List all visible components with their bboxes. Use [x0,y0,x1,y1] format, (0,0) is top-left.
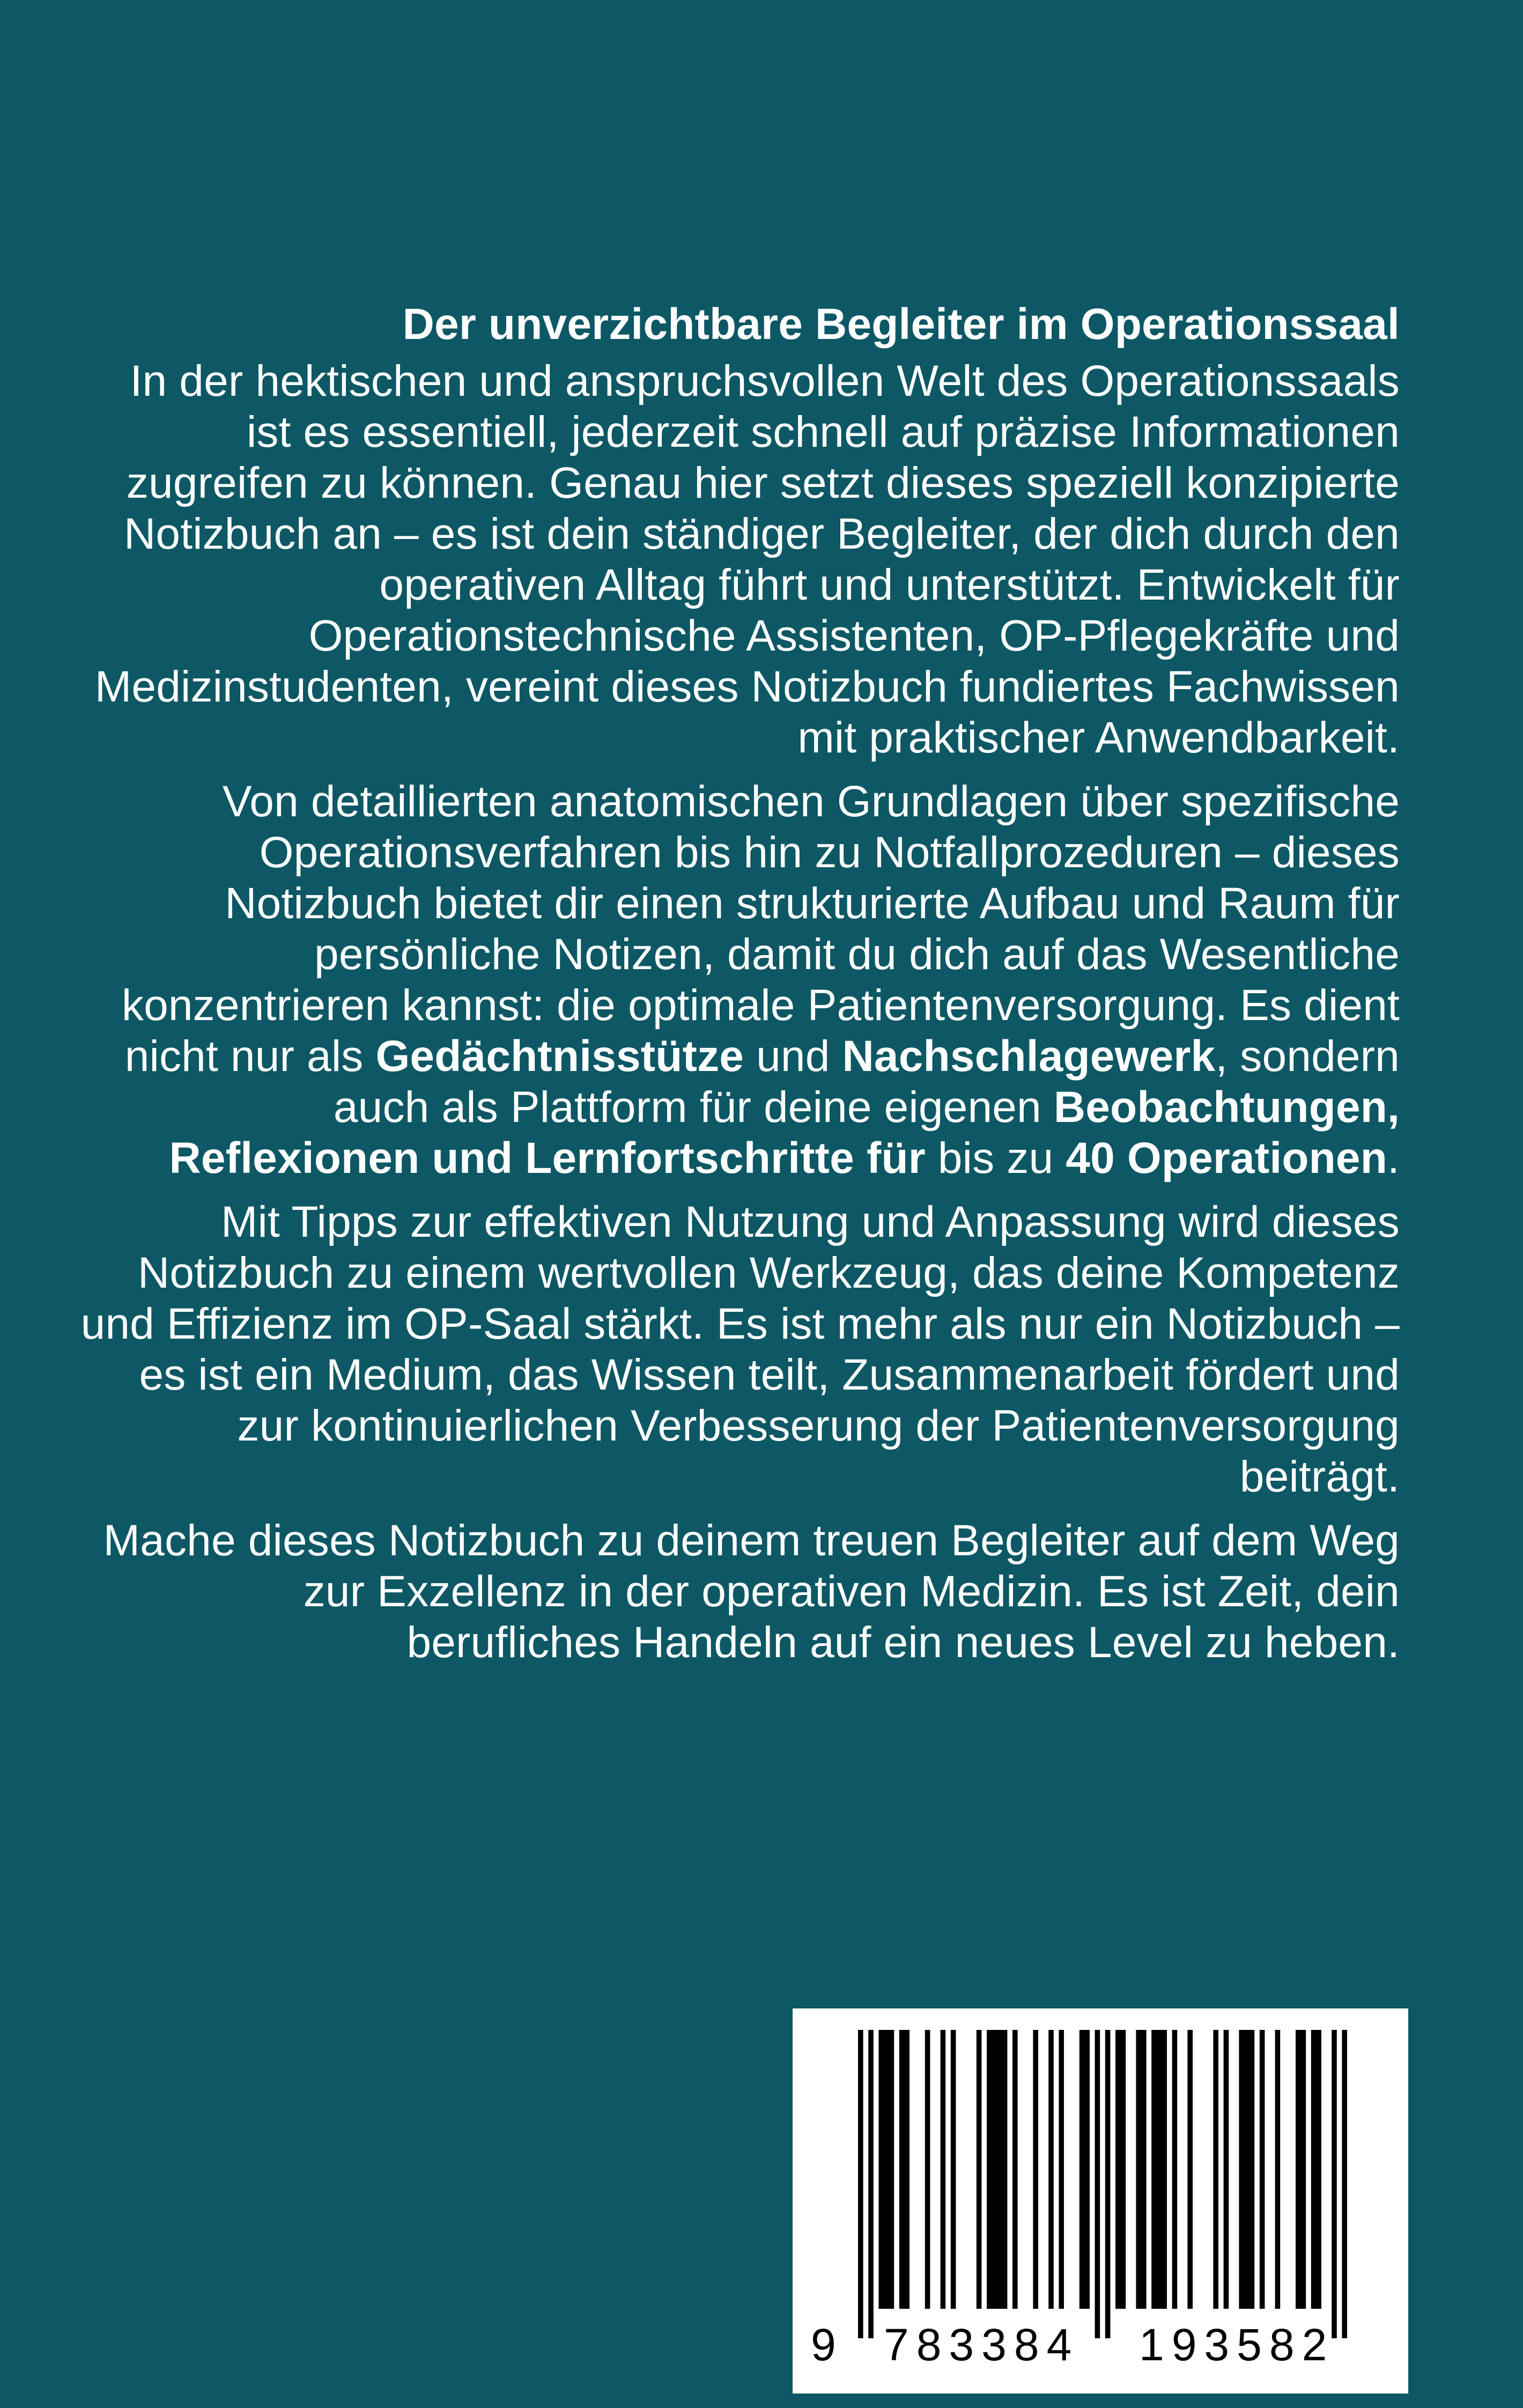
barcode-bar-5 [941,2030,946,2309]
p2-text-2: und [744,1032,842,1081]
barcode-bar-29 [1342,2030,1347,2338]
barcode-bar-7 [977,2030,982,2309]
barcode-bar-23 [1239,2030,1254,2309]
barcode-bar-0 [858,2030,863,2338]
isbn-right-group: 193582 [1139,2320,1335,2370]
barcode-bar-6 [951,2030,956,2309]
barcode-bar-2 [878,2030,894,2309]
barcode-bar-17 [1136,2030,1146,2309]
blurb-paragraph-4: Mache dieses Notizbuch zu deinem treuen Begleiter auf dem Weg zur Exzellenz in der operativen Medizin. Es ist Zeit, dein berufliches Handeln auf ein neues Level zu heben. [103,1516,1400,1667]
p2-text-1: Von detaillierten anatomischen Grundlagen über spezifische Operationsverfahren bis hin zu Notfallprozeduren – dieses Notizbuch bietet dir einen strukturierte Aufbau und Raum für persönliche Notizen, damit du dich auf das Wesentliche konzentrieren kannst: die optimale Patientenversorgung. Es dient nicht nur als [121,777,1400,1081]
barcode-bar-27 [1311,2030,1321,2309]
barcode-bar-4 [925,2030,930,2309]
p2-text-3: , sondern auch als Plattform für deine eigenen [333,1032,1400,1132]
isbn-barcode [793,2008,1408,2394]
blurb-heading: Der unverzichtbare Begleiter im Operationssaal [402,300,1400,349]
barcode-bar-24 [1260,2030,1265,2309]
barcode-bar-9 [1012,2030,1018,2309]
barcode-bar-3 [899,2030,910,2309]
blurb-paragraph-2 [80,776,1400,1184]
isbn-left-group: 783384 [884,2320,1080,2370]
barcode-bar-13 [1080,2030,1090,2309]
barcode-bar-16 [1115,2030,1126,2309]
barcode-bar-18 [1151,2030,1167,2309]
p2-bold-3: Beobachtungen, Reflexionen und Lernfortschritte für [169,1083,1400,1183]
barcode-bar-1 [868,2030,874,2338]
barcode-bar-20 [1187,2030,1193,2309]
blurb-text [80,298,1400,1681]
isbn-first-digit: 9 [811,2320,844,2370]
p2-bold-1: Gedächtnisstütze [375,1032,744,1081]
blurb-paragraph-1: In der hektischen und anspruchsvollen Welt des Operationssaals ist es essentiell, jederzeit schnell auf präzise Informationen zugreifen zu können. Genau hier setzt dieses speziell konzipierte Notizbuch an – es ist dein ständiger Begleiter, der dich durch den operativen Alltag führt und unterstützt. Entwickelt für Operationstechnische Assistenten, OP-Pflegekräfte und Medizinstudenten, vereint dieses Notizbuch fundiertes Fachwissen mit praktischer Anwendbarkeit. [94,357,1400,762]
barcode-bar-21 [1213,2030,1218,2309]
barcode-bar-14 [1095,2030,1100,2338]
barcode-bar-26 [1296,2030,1306,2309]
p2-text-5: . [1387,1134,1400,1183]
p2-bold-2: Nachschlagewerk [842,1032,1216,1081]
p2-bold-4: 40 Operationen [1066,1134,1388,1183]
barcode-bar-25 [1275,2030,1281,2309]
barcode-bar-15 [1105,2030,1111,2338]
barcode-bar-12 [1059,2030,1064,2309]
barcode-bar-28 [1332,2030,1337,2338]
p2-text-4: bis zu [925,1134,1066,1183]
barcode-bar-11 [1048,2030,1054,2309]
blurb-paragraph-3: Mit Tipps zur effektiven Nutzung und Anpassung wird dieses Notizbuch zu einem wertvollen Werkzeug, das deine Kompetenz und Effizienz im OP-Saal stärkt. Es ist mehr als nur ein Notizbuch – es ist ein Medium, das Wissen teilt, Zusammenarbeit fördert und zur kontinuierlichen Verbesserung der Patientenversorgung beiträgt. [80,1198,1400,1501]
barcode-bar-8 [987,2030,1007,2309]
barcode-bar-22 [1224,2030,1229,2309]
barcode-bar-10 [1033,2030,1038,2309]
barcode-bar-19 [1172,2030,1178,2309]
